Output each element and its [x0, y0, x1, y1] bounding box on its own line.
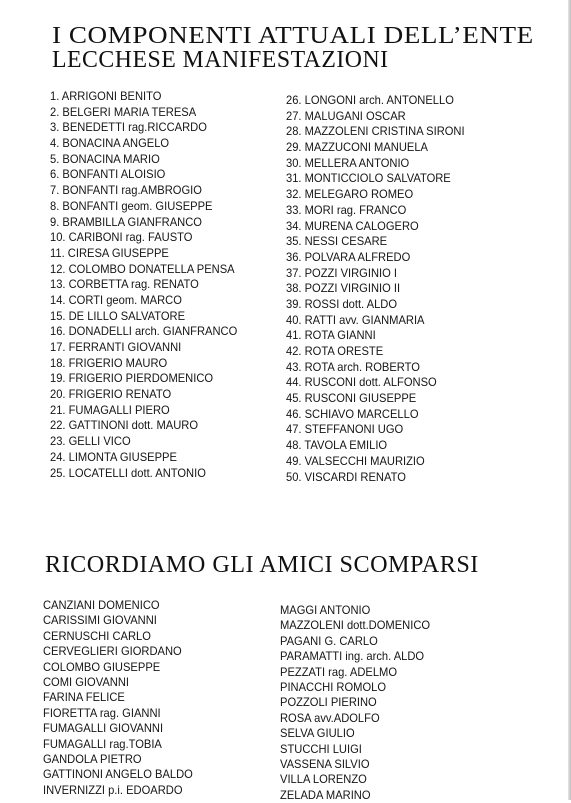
members-list-left — [50, 89, 251, 481]
list-item: 25. LOCATELLI dott. ANTONIO — [50, 465, 206, 480]
list-item: 31. MONTICCIOLO SALVATORE — [286, 171, 451, 186]
list-item: 2. BELGERI MARIA TERESA — [50, 104, 197, 119]
list-item: 29. MAZZUCONI MANUELA — [286, 140, 429, 155]
list-item: 20. FRIGERIO RENATO — [50, 387, 172, 402]
list-item: 12. COLOMBO DONATELLA PENSA — [50, 261, 235, 276]
list-item: CERVEGLIERI GIORDANO — [43, 644, 182, 659]
list-item: 38. POZZI VIRGINIO II — [286, 281, 401, 296]
memorial-title: RICORDIAMO GLI AMICI SCOMPARSI — [45, 552, 479, 578]
list-item: FUMAGALLI rag.TOBIA — [43, 736, 162, 751]
list-item: 32. MELEGARO ROMEO — [286, 187, 414, 202]
list-item: 48. TAVOLA EMILIO — [286, 438, 388, 453]
list-item: 21. FUMAGALLI PIERO — [50, 402, 170, 417]
list-item: SELVA GIULIO — [280, 726, 355, 741]
list-item: MAGGI ANTONIO — [280, 603, 371, 617]
list-item: 36. POLVARA ALFREDO — [286, 249, 411, 264]
list-item: 30. MELLERA ANTONIO — [286, 155, 410, 170]
list-item: 13. CORBETTA rag. RENATO — [50, 277, 199, 292]
list-item: COMI GIOVANNI — [43, 674, 129, 689]
list-item: 39. ROSSI dott. ALDO — [286, 296, 398, 311]
list-item: 4. BONACINA ANGELO — [50, 136, 170, 151]
list-item: CARISSIMI GIOVANNI — [43, 613, 157, 628]
list-item: 5. BONACINA MARIO — [50, 151, 160, 166]
list-item: MAZZOLENI dott.DOMENICO — [280, 618, 431, 633]
list-item: 46. SCHIAVO MARCELLO — [286, 406, 419, 421]
list-item: 33. MORI rag. FRANCO — [286, 202, 407, 217]
list-item: CANZIANI DOMENICO — [43, 598, 160, 612]
list-item: FIORETTA rag. GIANNI — [43, 705, 161, 720]
list-item: 37. POZZI VIRGINIO I — [286, 265, 398, 280]
list-item: 35. NESSI CESARE — [286, 234, 388, 249]
list-item: 49. VALSECCHI MAURIZIO — [286, 453, 425, 468]
list-item: 6. BONFANTI ALOISIO — [50, 167, 166, 182]
list-item: 47. STEFFANONI UGO — [286, 422, 404, 437]
list-item: 41. ROTA GIANNI — [286, 328, 376, 343]
list-item: 26. LONGONI arch. ANTONELLO — [286, 93, 454, 107]
list-item: 43. ROTA arch. ROBERTO — [286, 359, 420, 374]
list-item: 18. FRIGERIO MAURO — [50, 355, 168, 370]
list-item: 27. MALUGANI OSCAR — [286, 108, 406, 123]
list-item: GATTINONI ANGELO BALDO — [43, 767, 193, 782]
list-item: ZELADA MARINO — [280, 787, 371, 802]
list-item: 19. FRIGERIO PIERDOMENICO — [50, 371, 214, 386]
list-item: 3. BENEDETTI rag.RICCARDO — [50, 120, 207, 135]
list-item: FUMAGALLI GIOVANNI — [43, 721, 164, 736]
list-item: 9. BRAMBILLA GIANFRANCO — [50, 214, 202, 229]
memorial-list-left — [43, 598, 204, 798]
list-item: PAGANI G. CARLO — [280, 633, 378, 648]
list-item: ROSA avv.ADOLFO — [280, 710, 380, 725]
list-item: 1. ARRIGONI BENITO — [50, 89, 162, 103]
list-item: 50. VISCARDI RENATO — [286, 469, 406, 484]
list-item: 22. GATTINONI dott. MAURO — [50, 418, 199, 433]
list-item: PEZZATI rag. ADELMO — [280, 664, 398, 679]
list-item: 8. BONFANTI geom. GIUSEPPE — [50, 198, 213, 213]
list-item: FARINA FELICE — [43, 690, 125, 705]
page-title-line-1: I COMPONENTI ATTUALI DELL’ENTE — [52, 23, 534, 49]
list-item: 28. MAZZOLENI CRISTINA SIRONI — [286, 124, 465, 139]
list-item: 40. RATTI avv. GIANMARIA — [286, 312, 425, 327]
list-item: 34. MURENA CALOGERO — [286, 218, 419, 233]
list-item: GANDOLA PIETRO — [43, 751, 142, 766]
list-item: POZZOLI PIERINO — [280, 695, 377, 710]
list-item: 7. BONFANTI rag.AMBROGIO — [50, 183, 202, 198]
list-item: 44. RUSCONI dott. ALFONSO — [286, 375, 437, 390]
list-item: STUCCHI LUIGI — [280, 741, 362, 756]
list-item: 16. DONADELLI arch. GIANFRANCO — [50, 324, 238, 339]
memorial-list-right — [280, 603, 441, 803]
members-list-right — [286, 93, 478, 485]
list-item: 10. CARIBONI rag. FAUSTO — [50, 230, 193, 245]
page-title-line-2: LECCHESE MANIFESTAZIONI — [52, 47, 389, 73]
list-item: CERNUSCHI CARLO — [43, 628, 151, 643]
list-item: 14. CORTI geom. MARCO — [50, 292, 182, 307]
list-item: INVERNIZZI p.i. EDOARDO — [43, 782, 183, 797]
list-item: VILLA LORENZO — [280, 772, 367, 787]
list-item: 15. DE LILLO SALVATORE — [50, 308, 186, 323]
list-item: 24. LIMONTA GIUSEPPE — [50, 449, 177, 464]
list-item: PINACCHI ROMOLO — [280, 679, 387, 694]
list-item: 42. ROTA ORESTE — [286, 344, 384, 358]
list-item: 17. FERRANTI GIOVANNI — [50, 340, 182, 354]
list-item: 45. RUSCONI GIUSEPPE — [286, 391, 417, 406]
list-item: PARAMATTI ing. arch. ALDO — [280, 649, 425, 664]
list-item: COLOMBO GIUSEPPE — [43, 659, 161, 674]
list-item: 11. CIRESA GIUSEPPE — [50, 245, 169, 260]
list-item: 23. GELLI VICO — [50, 434, 131, 449]
list-item: VASSENA SILVIO — [280, 756, 370, 771]
